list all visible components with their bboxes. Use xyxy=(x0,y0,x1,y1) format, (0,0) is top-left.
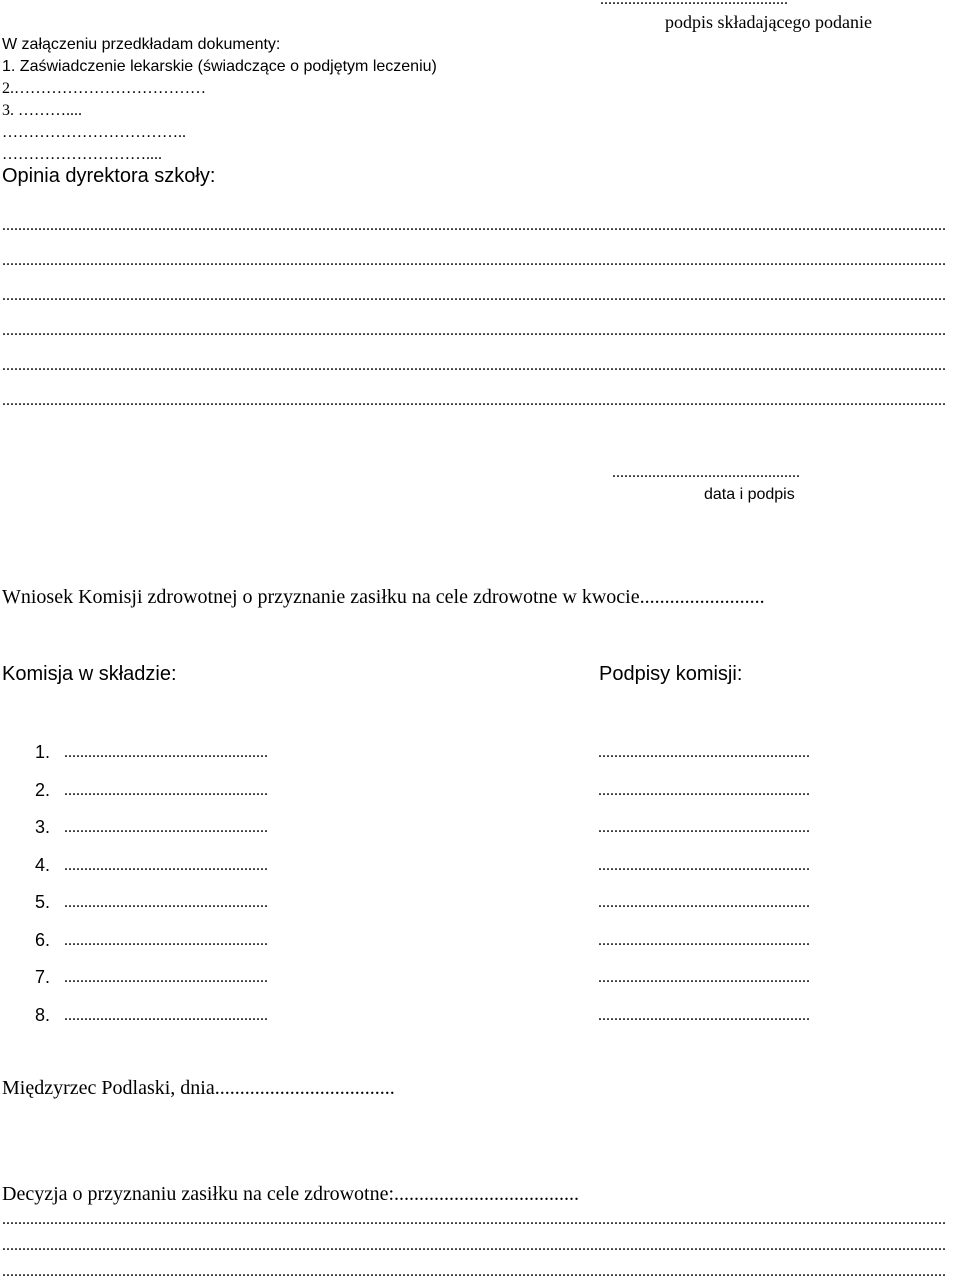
attachment-extra-line-2: ……………………….... xyxy=(2,146,162,163)
member-signature-line: ..................................................... xyxy=(598,932,810,949)
attachment-item-2: 2.……………………………… xyxy=(2,80,206,97)
commission-signatures-header: Podpisy komisji: xyxy=(599,663,743,685)
opinion-line: ............................................................................................................................................................................................................................................ xyxy=(2,393,946,409)
opinion-line: ............................................................................................................................................................................................................................................ xyxy=(2,358,946,374)
member-number: 6. xyxy=(35,930,51,950)
decision-line: ............................................................................................................................................................................................................................................ xyxy=(2,1264,946,1280)
director-date-sign-label: data i podpis xyxy=(704,486,795,503)
member-number: 2. xyxy=(35,780,51,800)
member-name-line: ................................................... xyxy=(64,894,268,911)
attachments-header: W załączeniu przedkładam dokumenty: xyxy=(2,36,281,53)
director-date-sign-dots: ............................................... xyxy=(612,464,800,481)
attachment-item-3: 3. ……….... xyxy=(2,102,82,119)
member-signature-line: ..................................................... xyxy=(598,782,810,799)
attachment-item-1: 1. Zaświadczenie lekarskie (świadczące o podjętym leczeniu) xyxy=(2,58,437,75)
member-name-line: ................................................... xyxy=(64,932,268,949)
decision-line: ............................................................................................................................................................................................................................................ xyxy=(2,1238,946,1254)
attachment-extra-line-1: …………………………….. xyxy=(2,124,186,141)
member-name-line: ................................................... xyxy=(64,857,268,874)
member-signature-line: ..................................................... xyxy=(598,894,810,911)
member-name-line: ................................................... xyxy=(64,819,268,836)
member-signature-line: ..................................................... xyxy=(598,857,810,874)
opinion-line: ............................................................................................................................................................................................................................................ xyxy=(2,253,946,269)
member-number: 1. xyxy=(35,742,51,762)
member-name-line: ................................................... xyxy=(64,969,268,986)
decision-line: ............................................................................................................................................................................................................................................ xyxy=(2,1212,946,1228)
opinion-line: ............................................................................................................................................................................................................................................ xyxy=(2,218,946,234)
member-signature-line: ..................................................... xyxy=(598,819,810,836)
member-name-line: ................................................... xyxy=(64,782,268,799)
member-number: 8. xyxy=(35,1005,51,1025)
opinion-heading: Opinia dyrektora szkoły: xyxy=(2,165,216,187)
commission-request: Wniosek Komisji zdrowotnej o przyznanie zasiłku na cele zdrowotne w kwocie......................... xyxy=(2,586,765,608)
decision-text: Decyzja o przyznaniu zasiłku na cele zdrowotne:..................................... xyxy=(2,1183,580,1205)
member-number: 7. xyxy=(35,967,51,987)
member-number: 5. xyxy=(35,892,51,912)
member-name-line: ................................................... xyxy=(64,744,268,761)
opinion-line: ............................................................................................................................................................................................................................................ xyxy=(2,288,946,304)
applicant-signature-label: podpis składającego podanie xyxy=(665,12,872,32)
place-date: Międzyrzec Podlaski, dnia.................................... xyxy=(2,1077,395,1099)
commission-members-header: Komisja w składzie: xyxy=(2,663,177,685)
member-number: 3. xyxy=(35,817,51,837)
applicant-signature-dots xyxy=(600,0,788,8)
member-signature-line: ..................................................... xyxy=(598,1007,810,1024)
member-number: 4. xyxy=(35,855,51,875)
opinion-line: ............................................................................................................................................................................................................................................ xyxy=(2,323,946,339)
member-signature-line: ..................................................... xyxy=(598,744,810,761)
member-name-line: ................................................... xyxy=(64,1007,268,1024)
member-signature-line: ..................................................... xyxy=(598,969,810,986)
